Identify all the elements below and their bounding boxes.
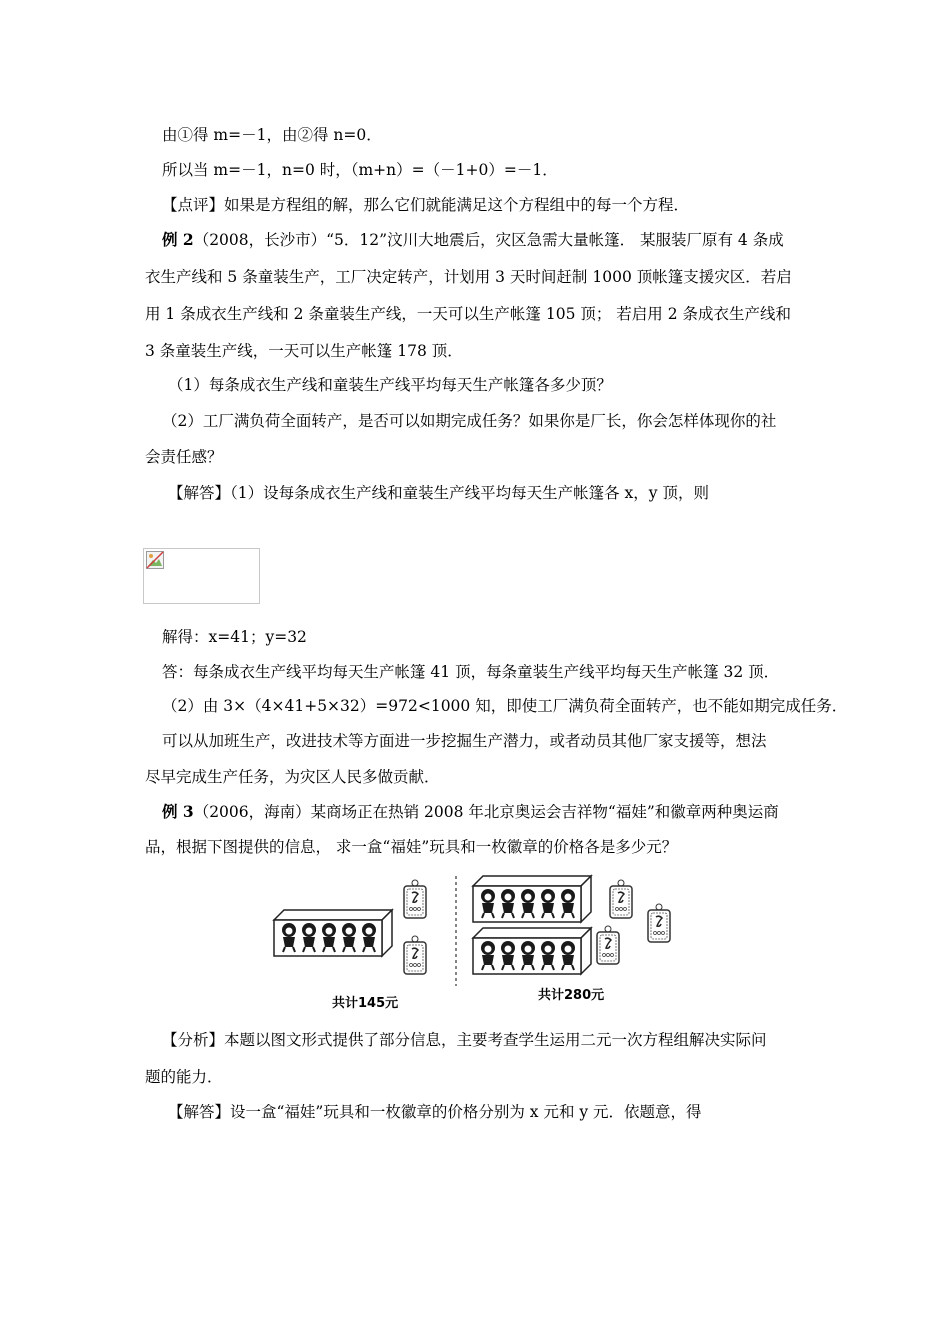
mascot-box	[473, 928, 591, 974]
text-line: 会责任感？	[145, 448, 223, 466]
text-line: 答：每条成衣生产线平均每天生产帐篷 41 顶，每条童装生产线平均每天生产帐篷 32 顶．	[162, 663, 780, 681]
badge	[610, 880, 632, 918]
text-line: 可以从加班生产，改进技术等方面进一步挖掘生产潜力，或者动员其他厂家支援等，想法	[162, 732, 767, 750]
text-line: 用 1 条成衣生产线和 2 条童装生产线，一天可以生产帐篷 105 顶； 若启用 2 条成衣生产线和	[145, 305, 792, 323]
text-line: （2006，海南）某商场正在热销 2008 年北京奥运会吉祥物“福娃”和徽章两种奥运商	[193, 803, 779, 821]
mascot-price-figure	[270, 868, 690, 1013]
example-2-line	[162, 229, 810, 251]
text-line: 尽早完成生产任务，为灾区人民多做贡献．	[145, 768, 440, 786]
text-line: 由①得 m=－1，由②得 n=0．	[162, 126, 382, 144]
badge	[648, 904, 670, 942]
text-line: 题的能力．	[145, 1068, 223, 1086]
broken-image-placeholder	[143, 548, 260, 604]
example-3-label: 例 3	[162, 802, 194, 821]
example-3-line	[162, 801, 810, 823]
badge	[404, 880, 426, 918]
badge	[597, 926, 619, 964]
text-line: 3 条童装生产线，一天可以生产帐篷 178 顶．	[145, 342, 463, 360]
analysis-line: 【分析】本题以图文形式提供了部分信息，主要考查学生运用二元一次方程组解决实际问	[162, 1031, 767, 1049]
text-line: 衣生产线和 5 条童装生产，工厂决定转产，计划用 3 天时间赶制 1000 顶帐篷支援灾区．若启	[145, 268, 792, 286]
badge	[404, 936, 426, 974]
answer-line: 【解答】设一盒“福娃”玩具和一枚徽章的价格分别为 x 元和 y 元．依题意，得	[168, 1103, 702, 1121]
broken-image-icon	[146, 551, 164, 569]
right-total-caption: 共计280元	[538, 988, 605, 1003]
text-line: 【点评】如果是方程组的解，那么它们就能满足这个方程组中的每一个方程．	[162, 196, 690, 214]
text-line: （1）每条成衣生产线和童装生产线平均每天生产帐篷各多少顶？	[168, 376, 612, 394]
text-line: （2）工厂满负荷全面转产，是否可以如期完成任务？如果你是厂长，你会怎样体现你的社	[162, 412, 777, 430]
example-2-label: 例 2	[162, 230, 194, 249]
mascot-box	[473, 876, 591, 922]
answer-line: 【解答】（1）设每条成衣生产线和童装生产线平均每天生产帐篷各 x，y 顶，则	[168, 484, 709, 502]
text-line: （2）由 3×（4×41+5×32）=972<1000 知，即使工厂满负荷全面转产，也不能如期完成任务．	[162, 697, 848, 715]
mascot-box	[274, 910, 392, 956]
text-line: 品，根据下图提供的信息， 求一盒“福娃”玩具和一枚徽章的价格各是多少元？	[145, 838, 678, 856]
text-line: 所以当 m=－1，n=0 时，（m+n）=（－1+0）=－1．	[162, 161, 558, 179]
text-line: 解得：x=41；y=32	[162, 628, 307, 646]
text-line: （2008，长沙市）“5．12”汶川大地震后，灾区急需大量帐篷． 某服装厂原有 4 条成	[193, 231, 784, 249]
left-total-caption: 共计145元	[332, 996, 399, 1011]
